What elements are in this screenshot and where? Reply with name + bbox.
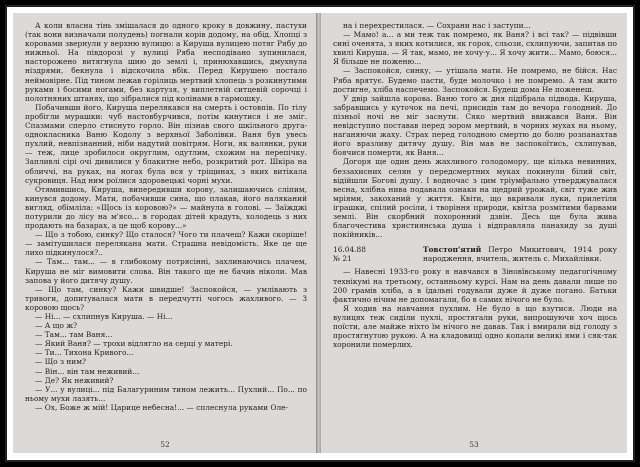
paragraph: — Що з тобою, синку? Що сталося? Чого ти плачеш? Кажи скоріше! — замітушилася перелякана мати. Страшна невідомість. Яке це ще лихо підкинулося?.. (25, 230, 307, 258)
paragraph: на і перехрестилася. — Сохрани нас і заступи... (343, 21, 531, 30)
entry-author-details: Петро Микитович, 1914 року народження, вчитель, житель с. Михайлівки. (423, 245, 617, 264)
paragraph: Догоря ще один день жахливого голодомору, ще кілька невинних, беззахисних селян у передсмертних муках покинули білий світ, відійшли Богові душу. І водночас з цим тріумфально утверджувалася весна, хлібна нива подавала ознаки на щедрий урожай, світ туже жив мріями, закоханий у життя. Квіти, що вкривали луки, прилетіли іграшки, спілий росіли, і творіння природи, квітла розмітими барвами землі. Він скорбний похоронний дзвін. Десь ще була жива благочестива християнська душа і відправляла панахиду за душі покійників... (333, 157, 617, 240)
paragraph: — Що з ним? (35, 357, 86, 367)
paragraph: Отямившись, Кируша, випередивши корову, залишаючись сліпим, кинувся додому. Мати, побачивши сина, що плакав, його наляканий вигляд, обімліла: «Щось із коровою?» — майнула в голові. — Заїжджі потурили до лісу на м'ясо... в городах дітей крадуть, холодець з них продають на базарах, а це щоб корову...» (25, 184, 307, 231)
right-top-paragraphs (333, 21, 617, 239)
entry-number: № 21 (333, 254, 352, 264)
paragraph: — Ти... Тихона Кривого... (35, 348, 134, 358)
right-bottom-paragraphs (333, 267, 617, 349)
left-page-number: 52 (160, 440, 170, 449)
paragraph: — Мамо! а... а ми теж так помремо, як Ваня? і всі так? — підвівши сині оченята, з яких котилися, як горох, сльози, схлипуючи, запитав по хвилі Кируша. — Я так, мамо, не хочу-у... Я хочу жити... Мамо, боюся... Я більше не поженю... (333, 30, 617, 67)
paragraph: — А що ж? (35, 321, 78, 331)
paragraph: — Де? Як неживий? (35, 375, 114, 385)
right-page-number: 53 (469, 440, 479, 449)
paragraph: — Що там, синку? Кажи швидше! Заспокойся, — умлівають з тривоги, допитувалася мати в передчутті чогось жахливого. — З коровою щось? (25, 284, 307, 312)
entry-author-name: Товстоп'ятий (423, 245, 482, 255)
entry-meta (333, 245, 423, 263)
entry-author (423, 245, 617, 263)
paragraph: — Заспокойся, синку, — утішала мати. Не помремо, не бійся. Нас Ряба врятує. Будемо пасти, буде молочко і не помремо. А там жито достигне, хліба наспечемо. Заспокойся. Будеш дома Не поженеш. (333, 66, 617, 94)
paragraph: — Ні... — схлипнув Кируша. — Ні... (35, 312, 173, 321)
left-page-text (25, 21, 307, 412)
right-page-text (333, 21, 617, 349)
paragraph: У двір зайшла корова. Ваню того ж дня підібрала підвода. Кируша, забравшись у куточок на печі, присидів там до вечора голодний. До пізньої ночі не міг заснути. Сяко мертвий ввижався Ваня. Він невідступно поставав перед зором мертвий, в чорних мухах на ньому, наганяючи жаху. Страх перед голодною смертю до болю розпанахтав його вразливу дитячу душу. Він мав не заспокоїтись, схлипував, боячися померти, як Ваня... (333, 93, 617, 158)
paragraph: — У... у вулиці... під Балагуриним тином лежить... Пухлий... По... по ньому мухи лазять... (25, 384, 307, 403)
paragraph: — Навесні 1933-го року я навчався в Зіновївському педагогічному технікумі на третьому, останньому курсі. Нам на день давали лише по 200 грамів хліба, а в їдальні годували дуже й дуже погано. Батьки фактично нічим не допомагали, бо в самих нічого не було. (333, 267, 617, 304)
paragraph: Побачивши його, Кируша перелякався на смерть і остовпів. По тілу пробігли мурашки: чуб настовбурчився, потім кинутися і не зміг. Спазмами сперло стиснуто горло. Він пізнав свого шкільного друга-однокласника Ваню Кодолу з верхньої Заболівки. Ваня був увесь пухлий, невпізнанний, ніби надутий повітрям. Ноги, як валянки, руки — теж, лице зробилося округлим, одутлим, схожим на перепічку. Запливлі сірі очі дивилися у блакитне небо, розкритий рот. Шкіра на обличчі, на руках, на ногах була вся у тріщинах, з яких витікала сукровиця. Над ним роїлися здоровецькі чорні мухи. (25, 102, 307, 185)
paragraph: — Він... він там неживий... (35, 366, 140, 376)
scan-frame (5, 5, 635, 462)
entry-date: 16.04.88 (333, 245, 366, 255)
testimony-header (333, 245, 617, 263)
paragraph: Я ходив на навчання пухлим. Не було в що взутися. Люди на вулицях теж сиділи пухлі, простягали руки, випрошуючи хоч щось поїсти, але майже ніхто їм нічого не давав. Так і вмирали від голоду з простягнутою рукою. А на кладовищі одно копали великі ями і сяк-так хоронили померлих. (333, 303, 617, 350)
paragraph: — Там... там... — в глибокому потрясінні, захлинаючись плачем, Кируша не міг вимовити слова. Він такого ще не бачив ніколи. Мав запова у його дитячу душу. (25, 257, 307, 285)
paragraph: А коли власна тінь змішалася до одного кроку в довжину, пастухи (так вони визначали полудень) погнали корів додому, на обід. Хлопці з коровами звернули у верхню вулицю: а Кируша вулицею потяг Рябу до нижньої. На півдорозі у вулиці Ряба несподівано зупинилася, насторожено витягнула шию до землі і, принюхавшись, дмухнула ніздрями, бекнула і відскочила вбік. Перед Кирушею постало неймовірне. Під тином лежав горілиць мертвий хлопець з розкинутими руками і босими ногами, без картузя, у виплетній ситцевій сорочці і полотняних штанях, що зібралися під колінами в гармошку. (25, 21, 307, 103)
left-page (13, 13, 317, 453)
paragraph: — Ох, Боже ж мій! Царице небесна!... — сплеснула руками Оле- (35, 402, 289, 412)
right-page (321, 13, 627, 453)
paragraph: — Там... там Ваня... (35, 330, 113, 340)
paragraph: — Який Ваня? — трохи відлягло на серці у матері. (35, 339, 233, 349)
